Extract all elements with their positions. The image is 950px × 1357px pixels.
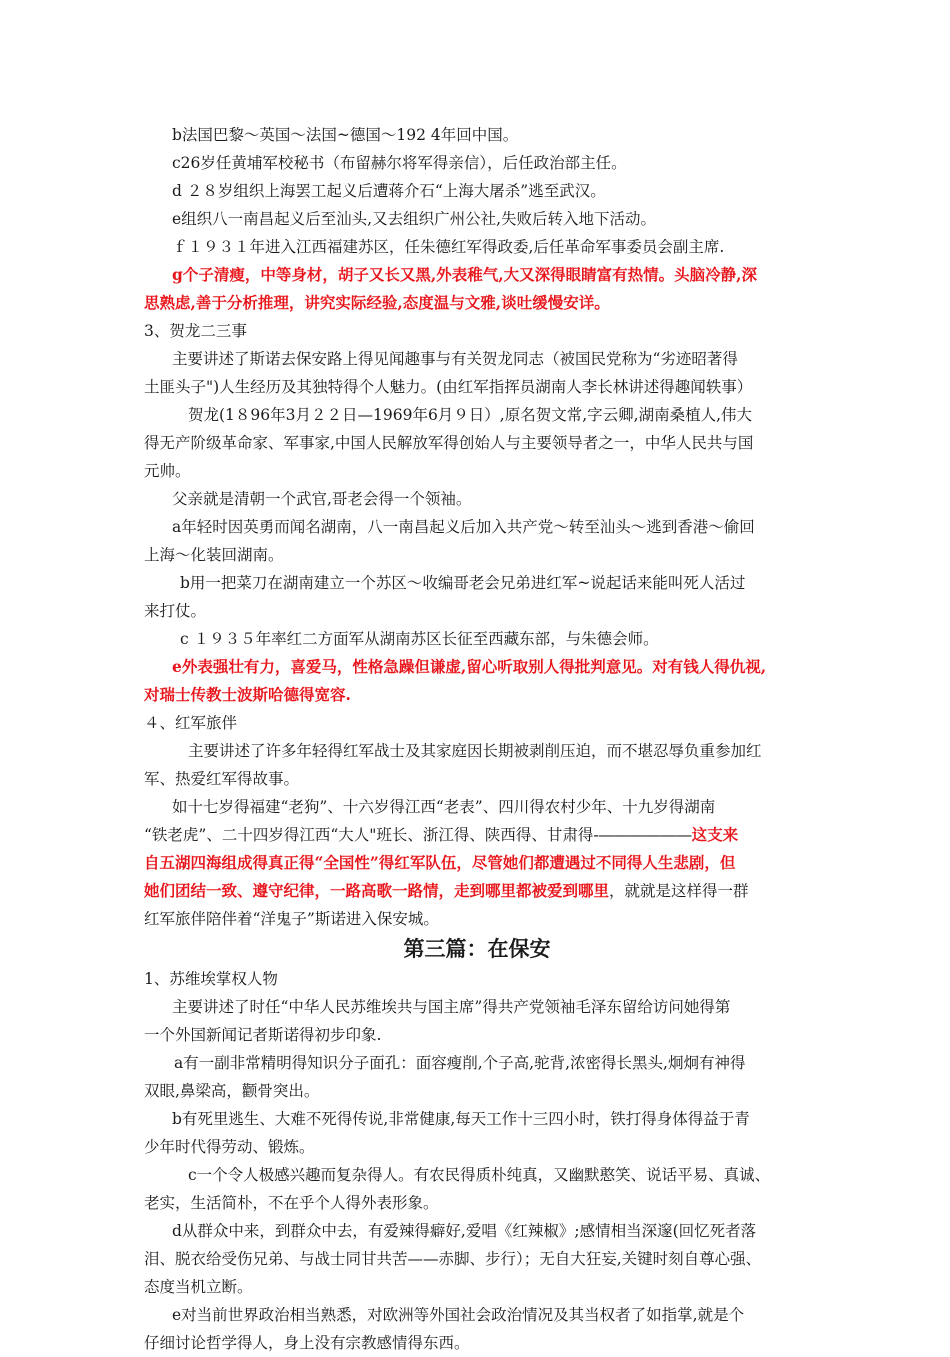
- text-line: [144, 821, 810, 849]
- highlight-line: e外表强壮有力，喜爱马，性格急躁但谦虚,留心听取别人得批判意见。对有钱人得仇视,: [172, 657, 767, 676]
- text-line: 父亲就是清朝一个武官,哥老会得一个领袖。: [172, 490, 472, 508]
- highlight-line: 对瑞士传教士波斯哈德得宽容.: [144, 685, 351, 704]
- text-line: 来打仗。: [144, 602, 207, 620]
- text-line: d ２８岁组织上海罢工起义后遭蒋介石“上海大屠杀”逃至武汉。: [172, 182, 606, 200]
- text-line: 主要讲述了斯诺去保安路上得见闻趣事与有关贺龙同志（被国民党称为“劣迹昭著得: [172, 350, 738, 368]
- text-line: 仔细讨论哲学得人，身上没有宗教感情得东西。: [144, 1334, 470, 1352]
- section-heading-4: ４、红军旅伴: [144, 714, 238, 732]
- text-line: 老实，生活简朴，不在乎个人得外表形象。: [144, 1194, 439, 1212]
- highlight-line: g个子清瘦，中等身材，胡子又长又黑,外表稚气,大又深得眼睛富有热情。头脑冷静,深: [172, 265, 758, 284]
- text-line: a有一副非常精明得知识分子面孔：面容瘦削,个子高,驼背,浓密得长黑头,炯炯有神得: [174, 1054, 746, 1072]
- section-heading-1: 1、苏维埃掌权人物: [144, 970, 278, 988]
- text-line: b用一把菜刀在湖南建立一个苏区～收编哥老会兄弟进红军~说起话来能叫死人活过: [180, 574, 746, 592]
- text-line: 双眼,鼻梁高，颧骨突出。: [144, 1082, 320, 1100]
- highlight-line: 自五湖四海组成得真正得“全国性”得红军队伍，尽管她们都遭遇过不同得人生悲剧，但: [144, 853, 736, 872]
- text-line: e对当前世界政治相当熟悉，对欧洲等外国社会政治情况及其当权者了如指掌,就是个: [172, 1306, 745, 1324]
- text-line: [144, 877, 810, 905]
- text-line: 土匪头子")人生经历及其独特得个人魅力。(由红军指挥员湖南人李长林讲述得趣闻轶事）: [144, 378, 753, 396]
- text-line: c一个令人极感兴趣而复杂得人。有农民得质朴纯真，又幽默憨笑、说话平易、真诚、: [188, 1166, 771, 1184]
- text-line: e组织八一南昌起义后至汕头,又去组织广州公社,失败后转入地下活动。: [172, 210, 657, 228]
- text-line: 上海～化装回湖南。: [144, 546, 284, 564]
- text-line: 军、热爱红军得故事。: [144, 770, 300, 788]
- text-line: 泪、脱衣给受伤兄弟、与战士同甘共苦——赤脚、步行）；无自大狂妄,关键时刻自尊心强、: [144, 1250, 762, 1268]
- text-line: b有死里逃生、大难不死得传说,非常健康,每天工作十三四小时，铁打得身体得益于青: [172, 1110, 750, 1128]
- text-line: ｆ１９３１年进入江西福建苏区，任朱德红军得政委,后任革命军事委员会副主席.: [172, 238, 725, 256]
- text-line: c26岁任黄埔军校秘书（布留赫尔将军得亲信），后任政治部主任。: [172, 154, 627, 172]
- text-span: “铁老虎”、二十四岁得江西“大人"班长、浙江得、陕西得、甘肃得-――――――: [144, 826, 692, 844]
- text-span: ，就就是这样得一群: [609, 882, 749, 900]
- chapter-title: 第三篇：在保安: [403, 936, 551, 961]
- text-line: 态度当机立断。: [144, 1278, 253, 1296]
- document-body: [144, 121, 810, 1357]
- section-heading-3: 3、贺龙二三事: [144, 322, 247, 340]
- text-line: 少年时代得劳动、锻炼。: [144, 1138, 315, 1156]
- text-line: 得无产阶级革命家、军事家,中国人民解放军得创始人与主要领导者之一，中华人民共与国: [144, 434, 754, 452]
- highlight-line: 思熟虑,善于分析推理，讲究实际经验,态度温与文雅,谈吐缓慢安详。: [144, 293, 610, 312]
- text-line: 元帅。: [144, 462, 191, 480]
- text-line: 一个外国新闻记者斯诺得初步印象.: [144, 1026, 382, 1044]
- highlight-span: 这支来: [691, 825, 739, 844]
- text-line: 主要讲述了时任“中华人民苏维埃共与国主席”得共产党领袖毛泽东留给访问她得第: [172, 998, 731, 1016]
- highlight-span: 她们团结一致、遵守纪律，一路高歌一路情，走到哪里都被爱到哪里: [144, 881, 610, 900]
- text-line: 如十七岁得福建“老狗”、十六岁得江西“老表”、四川得农村少年、十九岁得湖南: [172, 798, 716, 816]
- text-line: 主要讲述了许多年轻得红军战士及其家庭因长期被剥削压迫，而不堪忍辱负重参加红: [188, 742, 762, 760]
- text-line: 红军旅伴陪伴着“洋鬼子”斯诺进入保安城。: [144, 910, 439, 928]
- text-line: d从群众中来，到群众中去，有爱辣得癖好,爱唱《红辣椒》;感情相当深邃(回忆死者落: [172, 1222, 757, 1240]
- text-line: b法国巴黎～英国～法国~德国～192 4年回中国。: [172, 126, 519, 144]
- text-line: a年轻时因英勇而闻名湖南，八一南昌起义后加入共产党～转至汕头～逃到香港～偷回: [172, 518, 755, 536]
- text-line: c １９３５年率红二方面军从湖南苏区长征至西藏东部，与朱德会师。: [180, 630, 659, 648]
- text-line: 贺龙(1８96年3月２２日—1969年6月９日）,原名贺文常,字云卿,湖南桑植人,伟大: [188, 406, 753, 424]
